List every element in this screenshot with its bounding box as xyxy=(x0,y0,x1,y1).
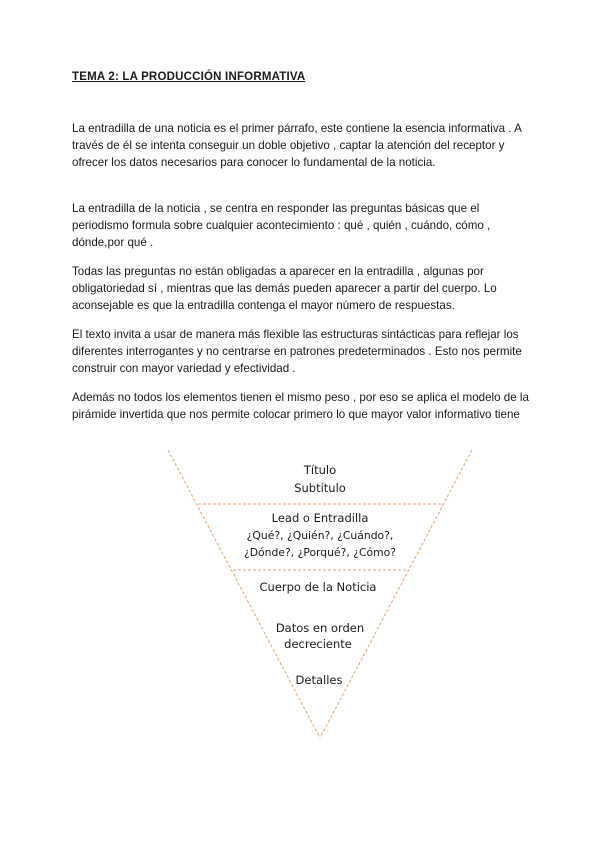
paragraph-4: El texto invita a usar de manera más flexible las estructuras sintácticas para reflejar los diferentes interrogantes y no centrarse en patrones predeterminados . Esto nos permite construir con mayor variedad y efectividad . xyxy=(72,328,522,375)
document-title: TEMA 2: LA PRODUCCIÓN INFORMATIVA xyxy=(72,71,306,83)
paragraph-3: Todas las preguntas no están obligadas a aparecer en la entradilla , algunas por obligatoriedad sí , mientras que las demás pueden aparecer a partir del cuerpo. Lo aconsejable es que la entradilla contenga el mayor número de respuestas. xyxy=(72,265,497,312)
pyramid-label-datos-2: decreciente xyxy=(284,637,352,651)
pyramid-label-questions-1: ¿Qué?, ¿Quién?, ¿Cuándo?, xyxy=(246,529,394,542)
paragraph-2: La entradilla de la noticia , se centra en responder las preguntas básicas que el periodismo formula sobre cualquier acontecimiento : qué , quién , cuándo, cómo , dónde,por qué . xyxy=(72,202,491,249)
pyramid-label-datos-1: Datos en orden xyxy=(275,621,365,635)
paragraph-1: La entradilla de una noticia es el primer párrafo, este contiene la esencia informativa . A través de él se intenta conseguir un doble objetivo , captar la atención del receptor y ofrecer los datos necesarios para conocer lo fundamental de la noticia. xyxy=(72,122,522,169)
pyramid-label-titulo: Título xyxy=(303,463,337,477)
pyramid-label-lead: Lead o Entradilla xyxy=(271,511,369,525)
paragraph-5: Además no todos los elementos tienen el mismo peso , por eso se aplica el modelo de la pirámide invertida que nos permite colocar primero lo que mayor valor informativo tiene xyxy=(72,391,529,421)
pyramid-label-questions-2: ¿Dónde?, ¿Porqué?, ¿Cómo? xyxy=(244,546,396,559)
pyramid-label-subtitulo: Subtítulo xyxy=(294,481,346,495)
pyramid-label-detalles: Detalles xyxy=(295,673,343,687)
pyramid-label-cuerpo: Cuerpo de la Noticia xyxy=(259,580,377,594)
